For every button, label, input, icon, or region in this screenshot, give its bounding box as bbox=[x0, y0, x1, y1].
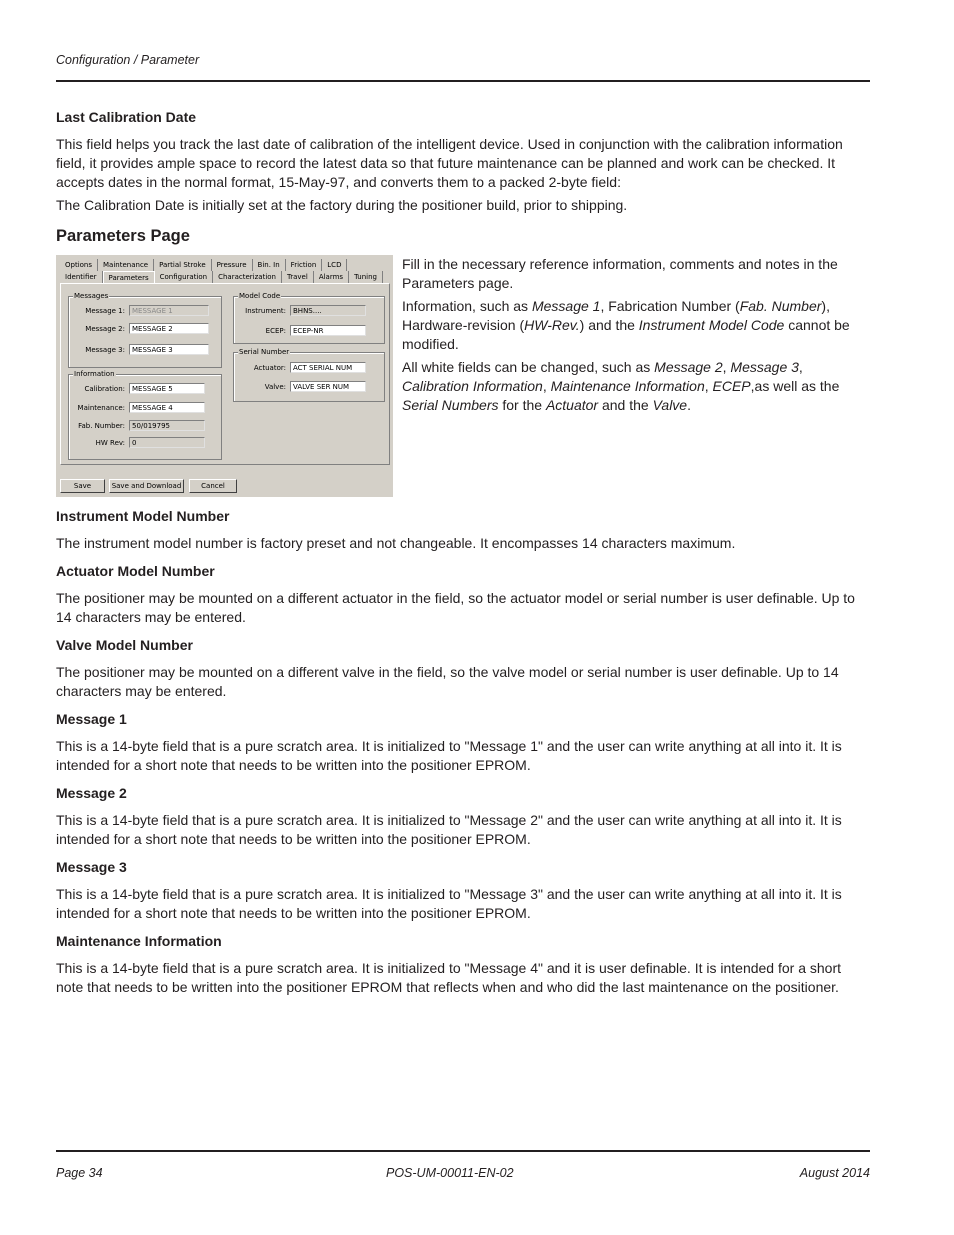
tab-travel[interactable]: Travel bbox=[282, 271, 314, 284]
cancel-button[interactable]: Cancel bbox=[189, 479, 237, 493]
tab-partial-stroke[interactable]: Partial Stroke bbox=[154, 259, 212, 271]
ecep-field[interactable]: ECEP-NR bbox=[290, 325, 366, 336]
page-number: Page 34 bbox=[56, 1166, 103, 1180]
field-label: Fab. Number: bbox=[78, 421, 125, 430]
information-group bbox=[68, 370, 222, 460]
running-header: Configuration / Parameter bbox=[56, 53, 200, 67]
instrument-field: BHNS.... bbox=[290, 305, 366, 316]
footer-rule bbox=[56, 1150, 870, 1152]
tab-configuration[interactable]: Configuration bbox=[155, 271, 213, 284]
tab-pressure[interactable]: Pressure bbox=[212, 259, 253, 271]
field-label: Calibration: bbox=[84, 384, 125, 393]
paragraph: This is a 14-byte field that is a pure scratch area. It is initialized to "Message 1" and the user can write anything at all into it. It is intended for a short note that needs to be written into the positioner EPROM. bbox=[56, 738, 842, 773]
header-rule bbox=[56, 80, 870, 82]
calibration-field[interactable]: MESSAGE 5 bbox=[129, 383, 205, 394]
group-label: Messages bbox=[74, 292, 109, 300]
messages-group bbox=[68, 292, 222, 368]
group-label: Information bbox=[74, 370, 115, 378]
field-label: Instrument: bbox=[245, 306, 286, 315]
paragraph: All white fields can be changed, such as Message 2, Message 3, Calibration Information, Maintenance Information, ECEP,as well as the Serial Numbers for the Actuator and the Valve. bbox=[402, 359, 840, 413]
tab-maintenance[interactable]: Maintenance bbox=[98, 259, 154, 271]
group-label: Serial Number bbox=[239, 348, 290, 356]
document-number: POS-UM-00011-EN-02 bbox=[386, 1166, 514, 1180]
tab-options[interactable]: Options bbox=[60, 259, 98, 271]
paragraph: This is a 14-byte field that is a pure scratch area. It is initialized to "Message 3" and the user can write anything at all into it. It is intended for a short note that needs to be written into the positioner EPROM. bbox=[56, 886, 842, 921]
tab-bin-in[interactable]: Bin. In bbox=[253, 259, 286, 271]
publication-date: August 2014 bbox=[799, 1166, 870, 1180]
field-label: Actuator: bbox=[253, 363, 286, 372]
paragraph: Information, such as Message 1, Fabrication Number (Fab. Number), Hardware-revision (HW-Rev.) and the Instrument Model Code cannot be modified. bbox=[402, 298, 850, 352]
section-title: Message 2 bbox=[56, 785, 127, 801]
tab-row-1 bbox=[60, 259, 347, 271]
serial-number-group bbox=[233, 348, 385, 402]
hw-rev-field: 0 bbox=[129, 437, 205, 448]
parameters-description bbox=[402, 255, 866, 497]
tab-friction[interactable]: Friction bbox=[286, 259, 323, 271]
save-and-download-button[interactable]: Save and Download bbox=[109, 479, 184, 493]
valve-serial-field[interactable]: VALVE SER NUM bbox=[290, 381, 366, 392]
paragraph: The positioner may be mounted on a different valve in the field, so the valve model or serial number is user definable. Up to 14 characters may be entered. bbox=[56, 664, 839, 699]
section-title: Message 3 bbox=[56, 859, 127, 875]
fab-number-field: 50/019795 bbox=[129, 420, 205, 431]
tab-parameters[interactable]: Parameters bbox=[103, 271, 155, 284]
section-title: Maintenance Information bbox=[56, 933, 222, 949]
paragraph: This field helps you track the last date of calibration of the intelligent device. Used in conjunction with the calibration information field, it provides ample space to record the latest data so that future maintenance can be planned and work can be checked. It accepts dates in the normal format, 15-May-97, and converts them to a packed 2-byte field: bbox=[56, 136, 843, 190]
field-label: Valve: bbox=[264, 382, 286, 391]
actuator-serial-field[interactable]: ACT SERIAL NUM bbox=[290, 362, 366, 373]
section-title: Message 1 bbox=[56, 711, 127, 727]
paragraph: The instrument model number is factory preset and not changeable. It encompasses 14 characters maximum. bbox=[56, 535, 736, 551]
paragraph: This is a 14-byte field that is a pure scratch area. It is initialized to "Message 4" and it is user definable. It is intended for a short note that needs to be written into the positioner EPROM that reflects when and who did the last maintenance on the positioner. bbox=[56, 960, 842, 995]
save-button[interactable]: Save bbox=[60, 479, 105, 493]
tab-lcd[interactable]: LCD bbox=[322, 259, 347, 271]
tab-characterization[interactable]: Characterization bbox=[213, 271, 282, 284]
section-title: Parameters Page bbox=[56, 227, 190, 245]
section-title: Actuator Model Number bbox=[56, 563, 215, 579]
paragraph: Fill in the necessary reference information, comments and notes in the Parameters page. bbox=[402, 256, 838, 291]
message3-field[interactable]: MESSAGE 3 bbox=[129, 344, 209, 355]
tab-identifier[interactable]: Identifier bbox=[60, 271, 103, 284]
field-label: Message 3: bbox=[85, 345, 125, 354]
paragraph: The positioner may be mounted on a different actuator in the field, so the actuator model or serial number is user definable. Up to 14 characters may be entered. bbox=[56, 590, 855, 625]
field-label: Message 1: bbox=[85, 306, 125, 315]
parameters-dialog bbox=[56, 255, 393, 497]
message2-field[interactable]: MESSAGE 2 bbox=[129, 323, 209, 334]
section-title: Valve Model Number bbox=[56, 637, 193, 653]
page-body bbox=[56, 108, 870, 997]
field-label: ECEP: bbox=[265, 326, 286, 335]
tab-tuning[interactable]: Tuning bbox=[349, 271, 383, 284]
tab-panel bbox=[60, 283, 390, 465]
tab-alarms[interactable]: Alarms bbox=[314, 271, 349, 284]
paragraph: The Calibration Date is initially set at the factory during the positioner build, prior to shipping. bbox=[56, 197, 628, 213]
message1-field: MESSAGE 1 bbox=[129, 305, 209, 316]
paragraph: This is a 14-byte field that is a pure scratch area. It is initialized to "Message 2" and the user can write anything at all into it. It is intended for a short note that needs to be written into the positioner EPROM. bbox=[56, 812, 842, 847]
field-label: Message 2: bbox=[85, 324, 125, 333]
field-label: Maintenance: bbox=[77, 403, 125, 412]
field-label: HW Rev: bbox=[95, 438, 125, 447]
model-code-group bbox=[233, 292, 385, 344]
section-title: Last Calibration Date bbox=[56, 109, 197, 125]
group-label: Model Code bbox=[239, 292, 281, 300]
maintenance-field[interactable]: MESSAGE 4 bbox=[129, 402, 205, 413]
section-title: Instrument Model Number bbox=[56, 508, 230, 524]
